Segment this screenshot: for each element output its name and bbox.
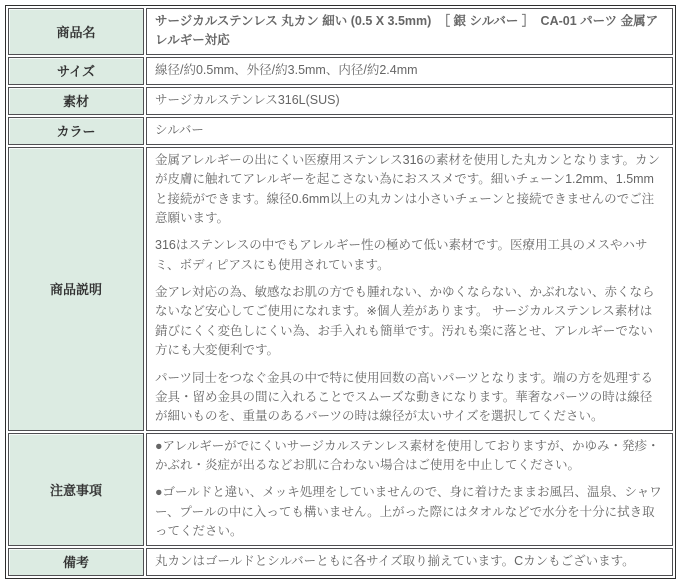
value-cell-material: サージカルステンレス316L(SUS) bbox=[146, 87, 673, 115]
value-cell-size: 線径/約0.5mm、外径/約3.5mm、内径/約2.4mm bbox=[146, 57, 673, 85]
spec-row-cautions bbox=[8, 433, 673, 546]
label-cell-size: サイズ bbox=[8, 57, 144, 85]
spec-row-color bbox=[8, 117, 673, 145]
label-cell-product-name: 商品名 bbox=[8, 8, 144, 55]
description-paragraph: 316はステンレスの中でもアレルギー性の極めて低い素材です。医療用工具のメスやハサミ、ボディピアスにも使用されています。 bbox=[155, 238, 648, 272]
label-cell-cautions: 注意事項 bbox=[8, 433, 144, 546]
label-cell-description: 商品説明 bbox=[8, 147, 144, 431]
product-spec-table bbox=[5, 5, 676, 579]
description-paragraph: 金アレ対応の為、敏感なお肌の方でも腫れない、かゆくならない、かぶれない、赤くならないなど安心してご使用になれます。※個人差があります。 サージカルステンレス素材は錆びにくく変色しにくい為、お手入れも簡単です。汚れも楽に落とせ、アレルギーでない方にも大変便利です。 bbox=[155, 285, 655, 358]
value-cell-color: シルバー bbox=[146, 117, 673, 145]
label-cell-color: カラー bbox=[8, 117, 144, 145]
caution-paragraph: ●アレルギーがでにくいサージカルステンレス素材を使用しておりますが、かゆみ・発疹・かぶれ・炎症が出るなどお肌に合わない場合はご使用を中止してください。 bbox=[155, 438, 660, 472]
spec-row-remarks bbox=[8, 548, 673, 576]
value-cell-description bbox=[146, 147, 673, 431]
spec-row-size bbox=[8, 57, 673, 85]
label-cell-material: 素材 bbox=[8, 87, 144, 115]
value-cell-cautions bbox=[146, 433, 673, 546]
description-paragraph: 金属アレルギーの出にくい医療用ステンレス316の素材を使用した丸カンとなります。カンが皮膚に触れてアレルギーを起こさない為におススメです。細いチェーン1.2mm、1.5mmと接続ができます。線径0.6mm以上の丸カンは小さいチェーンと接続できませんのでご注意願います。 bbox=[155, 152, 660, 225]
caution-paragraph: ●ゴールドと違い、メッキ処理をしていませんので、身に着けたままお風呂、温泉、シャワー、プールの中に入っても構いません。上がった際にはタオルなどで水分を十分に拭き取ってください。 bbox=[155, 485, 662, 539]
spec-row-product-name bbox=[8, 8, 673, 55]
value-cell-remarks: 丸カンはゴールドとシルバーともに各サイズ取り揃えています。Cカンもございます。 bbox=[146, 548, 673, 576]
spec-row-material bbox=[8, 87, 673, 115]
spec-row-description bbox=[8, 147, 673, 431]
label-cell-remarks: 備考 bbox=[8, 548, 144, 576]
value-cell-product-name: サージカルステンレス 丸カン 細い (0.5 X 3.5mm) ［ 銀 シルバー ］ CA-01 パーツ 金属アレルギー対応 bbox=[146, 8, 673, 55]
description-paragraph: パーツ同士をつなぐ金具の中で特に使用回数の高いパーツとなります。端の方を処理する金具・留め金具の間に入れることでスムーズな動きになります。華奢なパーツの時は線径が細いものを、重量のあるパーツの時は線径が太いサイズを選択してください。 bbox=[155, 370, 654, 424]
